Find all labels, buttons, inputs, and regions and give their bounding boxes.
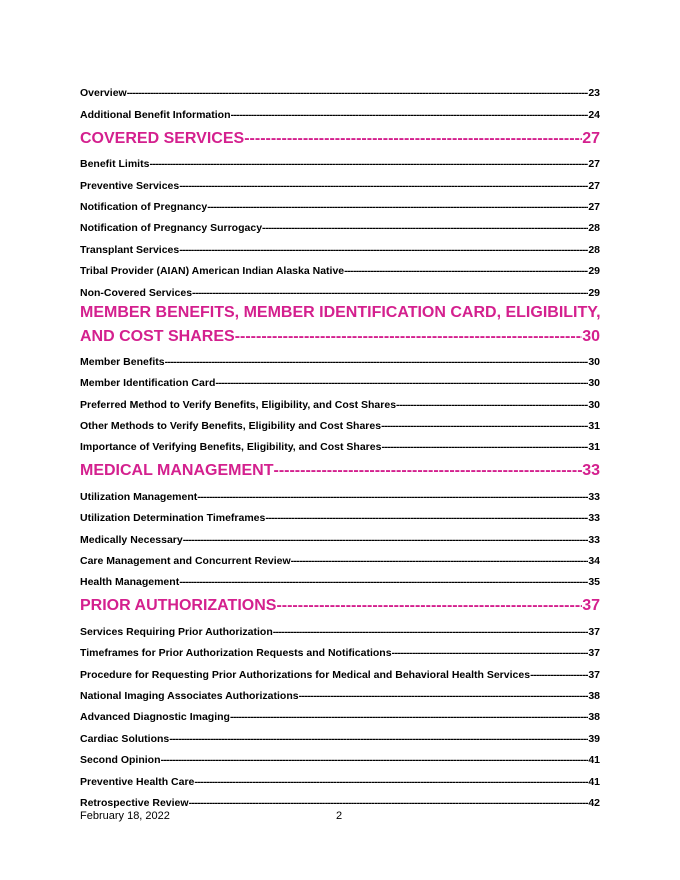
- toc-page-number: 31: [588, 420, 600, 433]
- dot-leader: [169, 732, 588, 746]
- toc-section-member-benefits[interactable]: [80, 303, 600, 347]
- toc-entry-label: Second Opinion: [80, 754, 161, 767]
- toc-section-label: COVERED SERVICES: [80, 129, 245, 147]
- table-of-contents: [80, 79, 600, 810]
- toc-entry-transplant-services[interactable]: [80, 235, 600, 256]
- dot-leader: [179, 575, 588, 589]
- toc-entry-label: National Imaging Associates Authorizations: [80, 689, 299, 702]
- toc-entry-label: Care Management and Concurrent Review: [80, 555, 291, 568]
- toc-entry-tribal-provider[interactable]: [80, 257, 600, 278]
- dot-leader: [197, 490, 588, 504]
- toc-page-number: 30: [588, 377, 600, 390]
- dot-leader: [273, 625, 589, 639]
- toc-entry-member-identification-card[interactable]: [80, 369, 600, 390]
- toc-entry-member-benefits[interactable]: [80, 348, 600, 369]
- toc-entry-label: Medically Necessary: [80, 533, 183, 546]
- toc-page-number: 41: [588, 754, 600, 767]
- dot-leader: [381, 440, 588, 454]
- toc-page-number: 37: [582, 597, 600, 615]
- dot-leader: [291, 554, 589, 568]
- toc-entry-timeframes-prior-auth[interactable]: [80, 639, 600, 660]
- footer-date: February 18, 2022: [80, 810, 170, 822]
- toc-page-number: 27: [582, 129, 600, 147]
- toc-page-number: 37: [588, 647, 600, 660]
- toc-page-number: 37: [588, 625, 600, 638]
- dot-leader: [235, 327, 583, 347]
- toc-page-number: 31: [588, 441, 600, 454]
- dot-leader: [183, 533, 589, 547]
- toc-page-number: 29: [588, 286, 600, 299]
- dot-leader: [194, 775, 588, 789]
- toc-entry-label: Other Methods to Verify Benefits, Eligibility and Cost Shares: [80, 420, 382, 433]
- toc-section-prior-authorizations[interactable]: [80, 592, 600, 616]
- dot-leader: [273, 461, 582, 481]
- toc-entry-health-management[interactable]: [80, 568, 600, 589]
- toc-page-number: 34: [588, 555, 600, 568]
- toc-entry-label: Importance of Verifying Benefits, Eligibility, and Cost Shares: [80, 441, 382, 454]
- toc-entry-notification-of-pregnancy[interactable]: [80, 193, 600, 214]
- toc-entry-care-management[interactable]: [80, 547, 600, 568]
- toc-page-number: 38: [588, 711, 600, 724]
- toc-section-label-line1: MEMBER BENEFITS, MEMBER IDENTIFICATION CARD, ELIGIBILITY,: [80, 303, 601, 321]
- toc-entry-services-requiring-prior-auth[interactable]: [80, 617, 600, 638]
- toc-page-number: 41: [588, 775, 600, 788]
- toc-entry-preventive-services[interactable]: [80, 171, 600, 192]
- dot-leader: [299, 689, 589, 703]
- toc-page-number: 27: [588, 158, 600, 171]
- toc-entry-label: Services Requiring Prior Authorization: [80, 625, 273, 638]
- toc-page-number: 37: [588, 668, 600, 681]
- toc-entry-label: Transplant Services: [80, 243, 180, 256]
- toc-entry-preventive-health-care[interactable]: [80, 767, 600, 788]
- toc-entry-label: Member Benefits: [80, 355, 165, 368]
- toc-page-number: 30: [582, 327, 600, 345]
- toc-entry-notification-of-pregnancy-surrogacy[interactable]: [80, 214, 600, 235]
- toc-entry-national-imaging-associates[interactable]: [80, 682, 600, 703]
- toc-entry-label: Benefit Limits: [80, 158, 150, 171]
- toc-section-covered-services[interactable]: [80, 125, 600, 149]
- dot-leader: [244, 129, 582, 149]
- dot-leader: [161, 753, 589, 767]
- toc-page-number: 30: [588, 355, 600, 368]
- toc-entry-preferred-method-verify[interactable]: [80, 390, 600, 411]
- toc-page-number: 28: [588, 222, 600, 235]
- toc-entry-advanced-diagnostic-imaging[interactable]: [80, 703, 600, 724]
- toc-page-number: 23: [588, 87, 600, 100]
- toc-entry-retrospective-review[interactable]: [80, 789, 600, 810]
- dot-leader: [165, 355, 589, 369]
- toc-entry-label: Overview: [80, 87, 127, 100]
- toc-entry-second-opinion[interactable]: [80, 746, 600, 767]
- dot-leader: [265, 511, 588, 525]
- toc-entry-label: Tribal Provider (AIAN) American Indian Alaska Native: [80, 265, 345, 278]
- dot-leader: [392, 646, 589, 660]
- toc-page-number: 30: [588, 398, 600, 411]
- toc-entry-label: Retrospective Review: [80, 796, 189, 809]
- dot-leader: [189, 796, 589, 810]
- dot-leader: [215, 376, 588, 390]
- toc-entry-label: Notification of Pregnancy Surrogacy: [80, 222, 263, 235]
- toc-entry-label: Notification of Pregnancy: [80, 200, 208, 213]
- dot-leader: [230, 710, 588, 724]
- toc-page-number: 27: [588, 200, 600, 213]
- dot-leader: [207, 200, 588, 214]
- toc-entry-procedure-requesting-prior-auth[interactable]: [80, 660, 600, 681]
- toc-entry-label: Preventive Services: [80, 179, 180, 192]
- dot-leader: [530, 668, 588, 682]
- toc-page-number: 29: [588, 265, 600, 278]
- toc-page-number: 39: [588, 732, 600, 745]
- toc-entry-non-covered-services[interactable]: [80, 278, 600, 299]
- toc-entry-utilization-determination-timeframes[interactable]: [80, 504, 600, 525]
- toc-entry-label: Preventive Health Care: [80, 775, 195, 788]
- toc-page-number: 42: [588, 796, 600, 809]
- toc-entry-utilization-management[interactable]: [80, 482, 600, 503]
- footer-page-number: 2: [336, 810, 343, 822]
- dot-leader: [179, 243, 588, 257]
- toc-page-number: 28: [588, 243, 600, 256]
- dot-leader: [149, 157, 588, 171]
- toc-entry-label: Health Management: [80, 576, 180, 589]
- toc-entry-additional-benefit-information[interactable]: [80, 100, 600, 121]
- toc-page-number: 33: [588, 512, 600, 525]
- dot-leader: [192, 286, 588, 300]
- toc-entry-benefit-limits[interactable]: [80, 150, 600, 171]
- dot-leader: [396, 398, 588, 412]
- toc-section-label: MEDICAL MANAGEMENT: [80, 462, 274, 480]
- toc-entry-label: Timeframes for Prior Authorization Requests and Notifications: [80, 647, 392, 660]
- toc-page-number: 27: [588, 179, 600, 192]
- toc-entry-label: Utilization Determination Timeframes: [80, 512, 266, 525]
- toc-entry-label: Procedure for Requesting Prior Authorizations for Medical and Behavioral Health Services: [80, 668, 531, 681]
- toc-entry-label: Preferred Method to Verify Benefits, Eligibility, and Cost Shares: [80, 398, 397, 411]
- toc-entry-cardiac-solutions[interactable]: [80, 724, 600, 745]
- dot-leader: [276, 596, 582, 616]
- dot-leader: [344, 264, 588, 278]
- toc-entry-overview[interactable]: [80, 79, 600, 100]
- toc-entry-other-methods-verify[interactable]: [80, 412, 600, 433]
- toc-page-number: 24: [588, 108, 600, 121]
- toc-entry-label: Utilization Management: [80, 490, 198, 503]
- toc-page-number: 33: [582, 462, 600, 480]
- dot-leader: [179, 179, 588, 193]
- toc-page-number: 38: [588, 689, 600, 702]
- toc-section-line2: [80, 323, 600, 347]
- toc-entry-label: Advanced Diagnostic Imaging: [80, 711, 230, 724]
- toc-entry-label: Cardiac Solutions: [80, 732, 170, 745]
- dot-leader: [127, 86, 589, 100]
- toc-section-medical-management[interactable]: [80, 457, 600, 481]
- toc-entry-medically-necessary[interactable]: [80, 525, 600, 546]
- dot-leader: [262, 221, 588, 235]
- toc-section-label: PRIOR AUTHORIZATIONS: [80, 597, 277, 615]
- toc-page-number: 33: [588, 490, 600, 503]
- toc-entry-label: Member Identification Card: [80, 377, 216, 390]
- toc-page-number: 35: [588, 576, 600, 589]
- toc-page-number: 33: [588, 533, 600, 546]
- dot-leader: [231, 108, 589, 122]
- toc-section-label-line2: AND COST SHARES: [80, 327, 235, 345]
- dot-leader: [381, 419, 588, 433]
- toc-entry-importance-of-verifying[interactable]: [80, 433, 600, 454]
- toc-entry-label: Non-Covered Services: [80, 286, 193, 299]
- toc-entry-label: Additional Benefit Information: [80, 108, 231, 121]
